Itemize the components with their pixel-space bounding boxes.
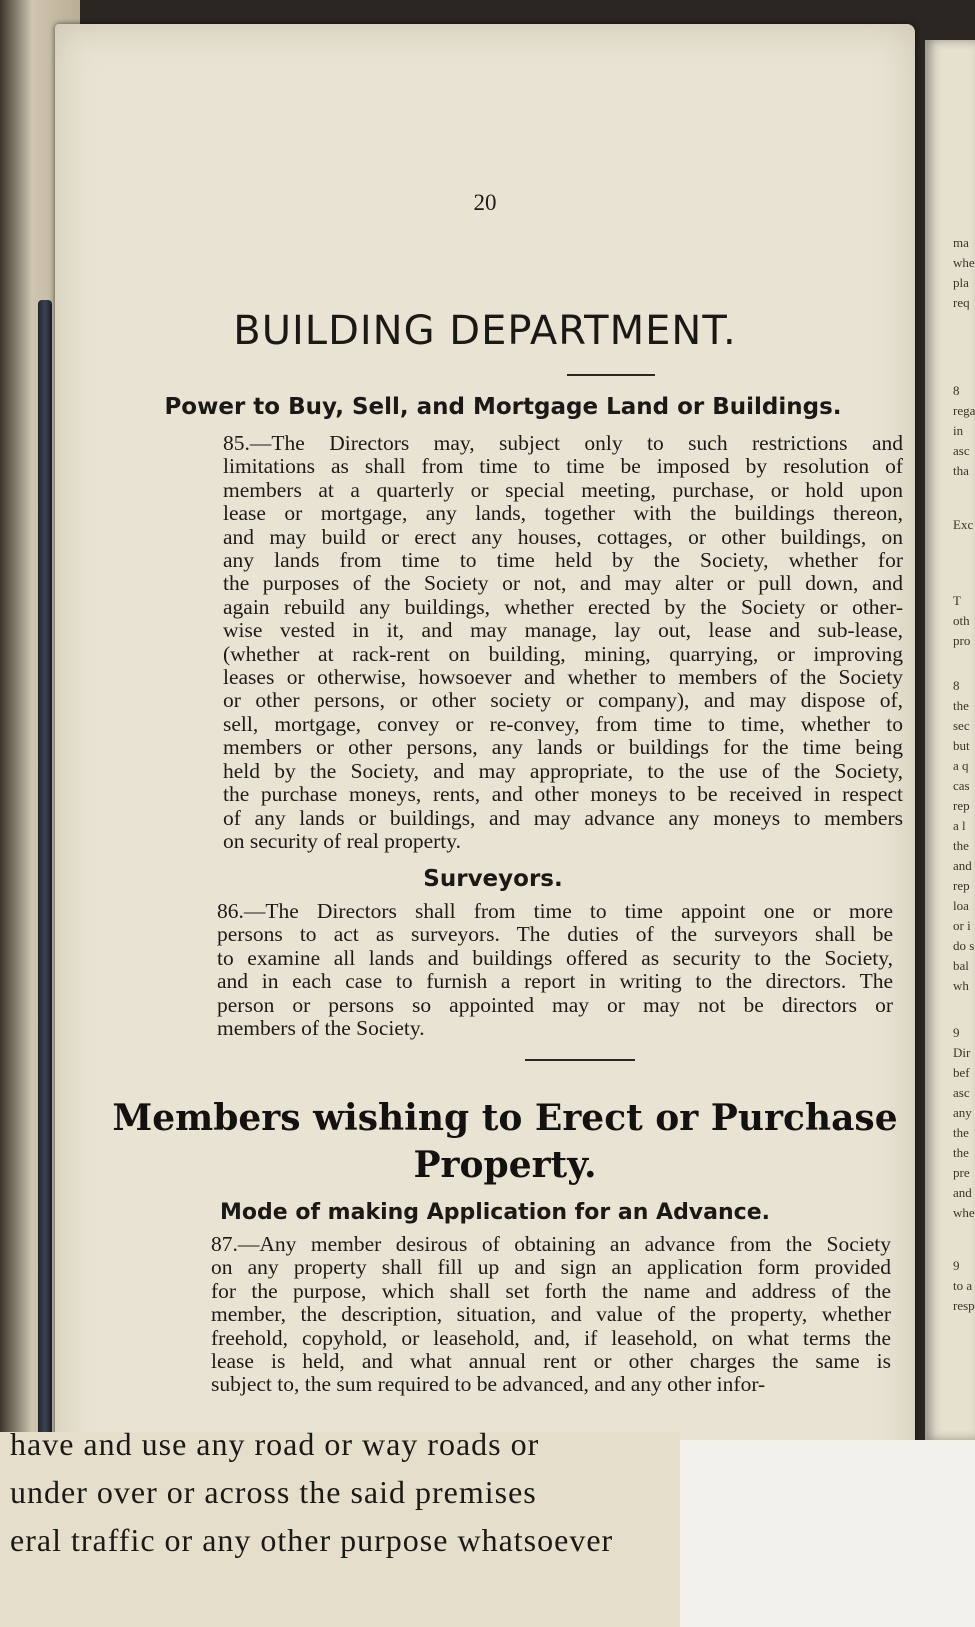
bottom-sheet-text-line: have and use any road or way roads or [10, 1432, 540, 1462]
facing-page-text: the [953, 698, 969, 713]
text-line: person or persons so appointed may or may not be directors or [217, 992, 893, 1017]
facing-page-text: Exc [953, 517, 974, 532]
page-title: BUILDING DEPARTMENT. [233, 308, 737, 354]
facing-page-text: or i [953, 918, 971, 933]
text-line: lease or mortgage, any lands, together with the buildings thereon, [223, 501, 903, 526]
facing-page-text: wh [953, 978, 969, 993]
text-line: for the purpose, which shall set forth the name and address of the [211, 1278, 891, 1303]
facing-page-text: oth [953, 613, 970, 628]
text-line: the purposes of the Society or not, and may alter or pull down, and [223, 571, 903, 596]
facing-page-fragment [925, 40, 975, 1440]
book-page [55, 24, 915, 1494]
facing-page-text: tha [953, 463, 969, 478]
overlapping-document-sheet [0, 1432, 680, 1627]
section-heading-power-to-buy: Power to Buy, Sell, and Mortgage Land or Buildings. [164, 394, 842, 420]
facing-page-text: do s [953, 938, 975, 953]
facing-page-text: bef [953, 1065, 970, 1080]
facing-page-text: and [953, 1185, 972, 1200]
text-line: (whether at rack-rent on building, mining, quarrying, or improving [223, 641, 903, 666]
facing-page-text: 9 [953, 1258, 960, 1273]
facing-page-text: ma [953, 235, 969, 250]
paragraph-87 [211, 1233, 891, 1397]
facing-page-text: bal [953, 958, 969, 973]
text-line: wise vested in it, and may manage, lay out, lease and sub-lease, [223, 618, 903, 643]
text-line: held by the Society, and may appropriate, to the use of the Society, [223, 758, 903, 783]
facing-page-text: whe [953, 255, 975, 270]
section-title-members-erect-purchase: Members wishing to Erect or Purchase [112, 1097, 898, 1139]
facing-page-text: the [953, 838, 969, 853]
text-line: limitations as shall from time to time be imposed by resolution of [223, 454, 903, 479]
text-line: sell, mortgage, convey or re-convey, from time to time, whether to [223, 711, 903, 736]
section-title-property: Property. [413, 1144, 597, 1186]
facing-page-text: T [953, 593, 961, 608]
facing-page-text: rep [953, 878, 970, 893]
paragraph-85 [223, 432, 903, 853]
section-heading-mode-of-application: Mode of making Application for an Advance. [220, 1200, 770, 1225]
facing-page-text: req [953, 295, 970, 310]
text-line: member, the description, situation, and value of the property, whether [211, 1302, 891, 1327]
facing-page-text: cas [953, 778, 970, 793]
text-line: 87.—Any member desirous of obtaining an advance from the Society [211, 1232, 891, 1256]
section-heading-surveyors: Surveyors. [423, 866, 563, 892]
facing-page-text: 8 [953, 678, 960, 693]
text-line: freehold, copyhold, or leasehold, and, if leasehold, on what terms the [211, 1325, 891, 1350]
text-line: any lands from time to time held by the Society, whether for [223, 548, 903, 573]
facing-page-text: in [953, 423, 964, 438]
facing-page-text: whe [953, 1205, 975, 1220]
text-line: on any property shall fill up and sign an application form provided [211, 1255, 891, 1280]
text-line: and in each case to furnish a report in writing to the directors. The [217, 969, 893, 994]
text-line: or other persons, or other society or company), and may dispose of, [223, 688, 903, 713]
book-spine [38, 300, 52, 1460]
facing-page-text: any [953, 1105, 972, 1120]
facing-page-text: 9 [953, 1025, 960, 1040]
facing-page-text: the [953, 1125, 969, 1140]
facing-page-text: loa [953, 898, 969, 913]
facing-page-text: the [953, 1145, 969, 1160]
bottom-sheet-text-line: under over or across the said premises [10, 1474, 537, 1510]
text-line: and may build or erect any houses, cottages, or other buildings, on [223, 524, 903, 549]
facing-page-text: but [953, 738, 970, 753]
page-number: 20 [473, 190, 497, 215]
paragraph-86 [217, 900, 893, 1040]
text-line: again rebuild any buildings, whether erected by the Society or other- [223, 594, 903, 619]
facing-page-text: pro [953, 633, 971, 648]
facing-page-text: a l [953, 818, 966, 833]
text-line: members or other persons, any lands or buildings for the time being [223, 735, 903, 760]
facing-page-text: pla [953, 275, 969, 290]
text-line: to examine all lands and buildings offered as security to the Society, [217, 945, 893, 970]
facing-page-text: resp [953, 1298, 975, 1313]
overlapping-white-paper [680, 1440, 975, 1627]
facing-page-text: 8 [953, 383, 960, 398]
facing-page-text: asc [953, 1085, 970, 1100]
text-line: of any lands or buildings, and may advance any moneys to members [223, 805, 903, 830]
facing-page-text: rega [953, 403, 975, 418]
facing-page-text: and [953, 858, 972, 873]
divider-rule [567, 374, 655, 376]
facing-page-text: asc [953, 443, 970, 458]
text-line: 86.—The Directors shall from time to time appoint one or more [217, 899, 893, 923]
facing-page-text: sec [953, 718, 970, 733]
facing-page-text: Dir [953, 1045, 971, 1060]
text-line: lease is held, and what annual rent or other charges the same is [211, 1349, 891, 1374]
facing-page-text: rep [953, 798, 970, 813]
text-line: subject to, the sum required to be advanced, and any other infor- [211, 1372, 766, 1397]
facing-page-text: to a [953, 1278, 973, 1293]
text-line: the purchase moneys, rents, and other moneys to be received in respect [223, 782, 903, 807]
text-line: members at a quarterly or special meeting, purchase, or hold upon [223, 477, 903, 502]
text-line: persons to act as surveyors. The duties of the surveyors shall be [217, 922, 893, 947]
bottom-sheet-text-line: eral traffic or any other purpose whatsoever [10, 1522, 614, 1558]
facing-page-text: pre [953, 1165, 970, 1180]
text-line: leases or otherwise, howsoever and whether to members of the Society [223, 665, 903, 690]
facing-page-text: a q [953, 758, 969, 773]
text-line: 85.—The Directors may, subject only to such restrictions and [223, 431, 903, 455]
text-line: on security of real property. [223, 828, 462, 853]
text-line: members of the Society. [217, 1016, 425, 1041]
divider-rule [525, 1059, 635, 1061]
